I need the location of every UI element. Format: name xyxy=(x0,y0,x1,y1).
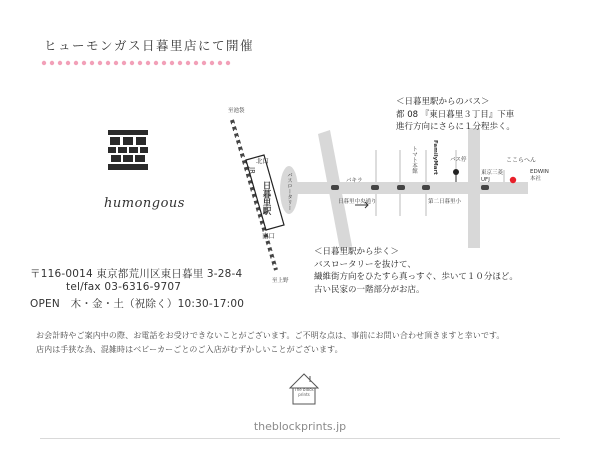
traffic-light-3 xyxy=(397,185,405,190)
label-road-sign-1: 日暮里中央通り xyxy=(338,199,377,205)
traffic-light-4 xyxy=(422,185,430,190)
bus-directions-line2: 進行方向にさらに１分程歩く。 xyxy=(396,122,515,132)
label-bank: 東京三菱UFJ xyxy=(481,170,504,183)
label-road-sign-2: 第二日暮里小 xyxy=(428,199,462,205)
walk-directions-title: ＜日暮里駅から歩く＞ xyxy=(314,247,400,257)
bus-directions-line1: 都 08 『東日暮里３丁目』下車 xyxy=(396,109,515,120)
walk-directions-line2: 繊維街方向をひたすら真っすぐ、歩いて１０分ほど。 xyxy=(314,272,518,282)
label-here: ここらへん xyxy=(506,157,537,164)
label-to-ikebukuro: 至池袋 xyxy=(228,108,245,114)
walk-directions xyxy=(314,246,518,296)
traffic-light-5 xyxy=(481,185,489,190)
label-station-name: 日暮里駅 xyxy=(261,181,271,215)
traffic-light-2 xyxy=(371,185,379,190)
house-logo-text: The block prints xyxy=(294,387,314,397)
side-road xyxy=(468,128,480,248)
label-pakira: パキラ xyxy=(346,178,363,184)
label-south-exit: 南口 xyxy=(262,232,275,240)
footer-divider xyxy=(40,438,560,439)
label-bus-rotary: バスロータリー xyxy=(286,172,292,211)
shop-hours: OPEN 木・金・土（祝除く）10:30-17:00 xyxy=(30,298,245,310)
traffic-light-1 xyxy=(331,185,339,190)
label-familymart: FamilyMart xyxy=(432,140,438,175)
shop-location-marker xyxy=(510,177,516,183)
label-north-exit: 北口 xyxy=(256,157,269,165)
brand-logo-text: humongous xyxy=(104,196,185,211)
label-bus-stop: バス停 xyxy=(450,157,467,163)
notice-line-1: お会計時やご案内中の際、お電話をお受けできないことがございます。ご不明な点は、事前にお問い合わせ頂きますと幸いです。 xyxy=(36,331,505,340)
walk-directions-line3: 古い民家の一階部分がお店。 xyxy=(314,284,425,295)
bus-directions xyxy=(396,96,515,134)
notice-line-2: 店内は手狭な為、混雑時はベビーカーごとのご入店がむずかしいことがございます。 xyxy=(36,345,343,354)
label-to-ueno: 至上野 xyxy=(272,278,289,284)
bus-directions-title: ＜日暮里駅からのバス＞ xyxy=(396,97,490,107)
footer-url[interactable]: theblockprints.jp xyxy=(253,420,347,433)
label-station-jr: JR xyxy=(248,167,256,174)
page-title: ヒューモンガス日暮里店にて開催 xyxy=(44,38,255,53)
label-edwin: EDWIN本社 xyxy=(530,169,549,182)
bus-stop-icon xyxy=(453,169,459,182)
shop-address: 〒116-0014 東京都荒川区東日暮里 3-28-4 xyxy=(30,268,243,280)
walk-directions-line1: バスロータリーを抜けて、 xyxy=(314,259,416,270)
label-tomato: トマト本館 xyxy=(411,146,417,174)
shop-tel: tel/fax 03-6316-9707 xyxy=(66,281,182,293)
